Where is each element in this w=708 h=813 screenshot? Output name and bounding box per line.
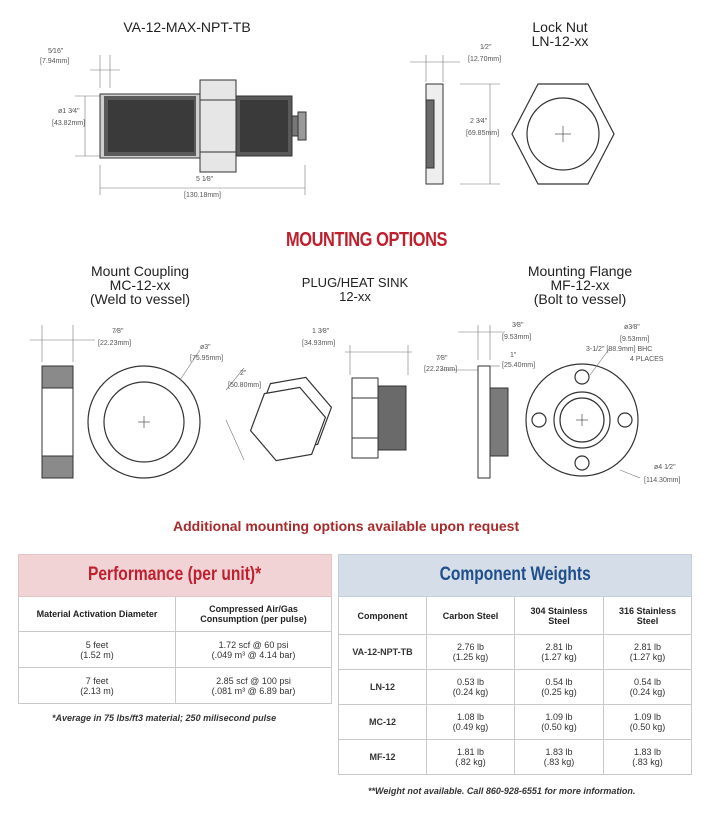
product-title: VA-12-MAX-NPT-TB (123, 19, 251, 35)
component-name: MF-12 (339, 740, 427, 775)
dim-h-mm: [50.80mm] (228, 382, 262, 389)
dim-k-frac: 3⁄8" (512, 322, 524, 329)
ss304-kg: (1.27 kg) (541, 652, 577, 662)
carbon-lb: 1.08 lb (456, 712, 485, 722)
dim-n-mm: [114.30mm] (644, 477, 681, 484)
col-consumption-line2: Consumption (per pulse) (200, 614, 307, 624)
coupling-title-3: (Weld to vessel) (89, 291, 191, 307)
table-row (339, 635, 692, 670)
plug-title-1: PLUG/HEAT SINK (301, 275, 409, 290)
ss304-lb: 1.83 lb (545, 747, 573, 757)
flange-title-1: Mounting Flange (527, 263, 633, 279)
table-row (19, 668, 332, 704)
consumption-value: 2.85 scf @ 100 psi (216, 675, 291, 686)
plug-title-2: 12-xx (339, 289, 371, 304)
dim-f-frac: 7⁄8" (112, 328, 124, 335)
ss316-lb: 1.83 lb (633, 747, 662, 757)
diameter-metric: (1.52 m) (80, 649, 114, 660)
dim-k-mm: [9.53mm] (502, 334, 532, 341)
col-304-stainless (515, 597, 604, 635)
dim-h-frac: 2" (240, 370, 247, 377)
performance-col-row (19, 597, 332, 632)
dim-m-frac: ø3⁄8" (624, 324, 640, 331)
coupling-title-2: MC-12-xx (109, 277, 171, 293)
ss304-lb: 0.54 lb (545, 677, 573, 687)
ss316-kg: (0.50 kg) (629, 722, 666, 732)
performance-note: *Average in 75 lbs/ft3 material; 250 milisecond pulse (52, 713, 277, 723)
dim-b-mm: [43.82mm] (52, 120, 86, 127)
ss316-kg: (.83 kg) (632, 757, 663, 767)
dim-b-frac: ø1 3⁄4" (58, 108, 80, 115)
table-row (339, 740, 692, 775)
carbon-lb: 2.76 lb (456, 642, 485, 652)
dim-g-frac: ø3" (200, 344, 211, 351)
component-name: LN-12 (339, 670, 427, 705)
weights-note: **Weight not available. Call 860-928-6551 for more information. (368, 786, 636, 796)
ss304-lb: 1.09 lb (545, 712, 573, 722)
coupling-title-1: Mount Coupling (90, 263, 190, 279)
carbon-kg: (1.25 kg) (452, 652, 489, 662)
flange-title-3: (Bolt to vessel) (533, 291, 627, 307)
ss304-kg: (0.25 kg) (541, 687, 577, 697)
locknut-title-2: LN-12-xx (531, 33, 589, 49)
dim-j-frac: 7⁄8" (436, 355, 448, 362)
dim-a-frac: 5⁄16" (48, 48, 64, 55)
carbon-lb: 0.53 lb (456, 677, 485, 687)
dim-i-frac: 1 3⁄8" (312, 328, 330, 335)
col-activation-diameter: Material Activation Diameter (19, 597, 176, 632)
col-316-line2: Steel (636, 615, 659, 626)
consumption-metric: (.081 m³ @ 6.89 bar) (211, 685, 296, 696)
component-name: VA-12-NPT-TB (339, 635, 427, 670)
ss316-kg: (0.24 kg) (629, 687, 666, 697)
table-row (19, 632, 332, 668)
col-304-line1: 304 Stainless (530, 605, 588, 616)
weights-header-row (339, 555, 692, 597)
ss316-lb: 1.09 lb (633, 712, 662, 722)
dim-places: 4 PLACES (630, 356, 664, 363)
performance-table (18, 554, 332, 704)
dim-e-mm: [69.85mm] (466, 130, 500, 137)
dim-i-mm: [34.93mm] (302, 340, 336, 347)
carbon-lb: 1.81 lb (456, 747, 485, 757)
dim-a-mm: [7.94mm] (40, 58, 70, 65)
col-consumption-line1: Compressed Air/Gas (209, 604, 298, 614)
ss316-kg: (1.27 kg) (629, 652, 666, 662)
flange-title-2: MF-12-xx (550, 277, 610, 293)
ss316-lb: 0.54 lb (633, 677, 662, 687)
carbon-kg: (0.49 kg) (452, 722, 489, 732)
dim-bhc: 3-1/2" [88.9mm] BHC (586, 346, 653, 353)
dim-d-frac: 1⁄2" (480, 44, 492, 51)
mounting-options-heading: MOUNTING OPTIONS (286, 229, 448, 251)
dim-f-mm: [22.23mm] (98, 340, 132, 347)
ss304-kg: (0.50 kg) (541, 722, 577, 732)
component-weights-table (338, 554, 692, 775)
additional-options-text: Additional mounting options available upon request (173, 518, 520, 534)
diameter-metric: (2.13 m) (80, 685, 114, 696)
dim-d-mm: [12.70mm] (468, 56, 502, 63)
consumption-metric: (.049 m³ @ 4.14 bar) (211, 649, 296, 660)
table-row (339, 670, 692, 705)
dim-l-frac: 1" (510, 352, 517, 359)
ss304-lb: 2.81 lb (545, 642, 573, 652)
carbon-kg: (.82 kg) (455, 757, 486, 767)
consumption-value: 1.72 scf @ 60 psi (218, 639, 289, 650)
weights-col-row (339, 597, 692, 635)
ss316-lb: 2.81 lb (633, 642, 662, 652)
dim-m-mm: [9.53mm] (620, 336, 650, 343)
dim-e-frac: 2 3⁄4" (470, 118, 488, 125)
col-304-line2: Steel (548, 615, 570, 626)
col-carbon-steel: Carbon Steel (427, 597, 515, 635)
dim-g-mm: [75.95mm] (190, 355, 224, 362)
dim-n-frac: ø4 1⁄2" (654, 464, 676, 471)
dim-j-mm: [22.23mm] (424, 366, 458, 373)
dim-c-frac: 5 1⁄8" (196, 176, 214, 183)
locknut-title-1: Lock Nut (532, 19, 588, 35)
diameter-value: 5 feet (85, 639, 109, 650)
performance-heading: Performance (per unit)* (88, 563, 262, 585)
col-consumption (176, 597, 332, 632)
diameter-value: 7 feet (85, 675, 109, 686)
ss304-kg: (.83 kg) (543, 757, 575, 767)
dim-l-mm: [25.40mm] (502, 362, 536, 369)
weights-heading: Component Weights (439, 563, 591, 585)
col-component: Component (339, 597, 427, 635)
dim-c-mm: [130.18mm] (184, 192, 221, 199)
table-row (339, 705, 692, 740)
component-name: MC-12 (339, 705, 427, 740)
col-316-stainless (604, 597, 692, 635)
col-316-line1: 316 Stainless (618, 605, 677, 616)
performance-header-row (19, 555, 332, 597)
carbon-kg: (0.24 kg) (452, 687, 489, 697)
